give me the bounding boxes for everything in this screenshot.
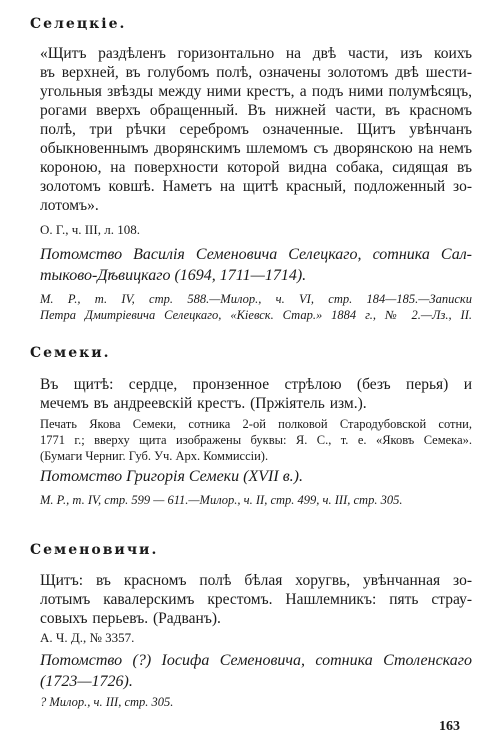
page-number: 163 <box>439 719 460 734</box>
text-line: Печать Якова Семеки, сотника 2-ой полковой Стародубовской сотни, <box>40 417 472 431</box>
text-line: (1723—1726). <box>40 673 133 690</box>
text-line: золотомъ ковшѣ. Наметъ на щитѣ красный, подложенный зо- <box>40 178 472 195</box>
text-line: Въ щитѣ: сердце, пронзенное стрѣлою (безъ перья) и <box>40 376 472 393</box>
source-reference: О. Г., ч. III, л. 108. <box>40 222 140 237</box>
text-line: мечемъ въ андреевскiй крестъ. (Пржiятель изм.). <box>40 395 367 412</box>
text-line: лотымъ кавалерскимъ крестомъ. Нашлемникъ: пять страу- <box>40 591 472 608</box>
lineage-text <box>40 466 472 487</box>
text-line: Потомство Григорiя Семеки (XVII в.). <box>40 468 303 485</box>
text-line: «Щитъ раздѣленъ горизонтально на двѣ части, изъ коихъ <box>40 45 472 62</box>
text-line: короною, на поверхности которой видна собака, сидящая въ <box>40 159 472 176</box>
text-line: угольныя звѣзды между ними крестъ, а подъ ними полумѣсяцъ, <box>40 83 472 100</box>
section-heading-seletskie: Селецкiе. <box>30 16 127 32</box>
references <box>40 291 472 323</box>
references <box>40 694 472 710</box>
section-heading-semenovichi: Семеновичи. <box>30 542 159 558</box>
text-line: лотомъ». <box>40 197 99 214</box>
text-line: ? Милор., ч. III, стр. 305. <box>40 695 174 709</box>
text-line: 1771 г.; вверху щита изображены буквы: Я. С., т. е. «Яковъ Семека». <box>40 433 472 447</box>
text-line: Потомство Василiя Семеновича Селецкаго, сотника Сал- <box>40 246 472 263</box>
source-reference: А. Ч. Д., № 3357. <box>40 630 135 645</box>
section-body-seletskie <box>40 44 472 215</box>
lineage-text <box>40 244 472 286</box>
text-line: М. Р., т. IV, стр. 588.—Милор., ч. VI, стр. 184—185.—Записки <box>40 292 472 306</box>
text-line: М. Р., т. IV, стр. 599 — 611.—Милор., ч. II, стр. 499, ч. III, стр. 305. <box>40 493 403 507</box>
text-line: совыхъ перьевъ. (Радванъ). <box>40 610 221 627</box>
text-line: тыково-Дѣвицкаго (1694, 1711—1714). <box>40 267 307 284</box>
text-line: рогами вверхъ обращенный. Въ нижней части, въ красномъ <box>40 102 472 119</box>
text-line: Потомство (?) Iосифа Семеновича, сотника Столенскаго <box>40 652 472 669</box>
text-line: Петра Дмитрiевича Селецкаго, «Кiевск. Стар.» 1884 г., № 2.—Лз., II. <box>40 308 472 322</box>
text-line: въ верхней, въ голубомъ полѣ, означены золотомъ двѣ шести- <box>40 64 472 81</box>
seal-note <box>40 416 472 464</box>
references <box>40 492 472 508</box>
text-line: Щитъ: въ красномъ полѣ бѣлая хоругвь, увѣнчанная зо- <box>40 572 472 589</box>
section-body-semenovichi <box>40 571 472 628</box>
lineage-text <box>40 650 472 692</box>
text-line: (Бумаги Черниг. Губ. Уч. Арх. Коммиссiи). <box>40 449 269 463</box>
text-line: обыкновеннымъ дворянскимъ шлемомъ съ дворянскою на немъ <box>40 140 472 157</box>
text-line: полѣ, три рѣчки серебромъ означенные. Щитъ увѣнчанъ <box>40 121 472 138</box>
section-body-semeki <box>40 375 472 413</box>
section-heading-semeki: Семеки. <box>30 345 111 361</box>
